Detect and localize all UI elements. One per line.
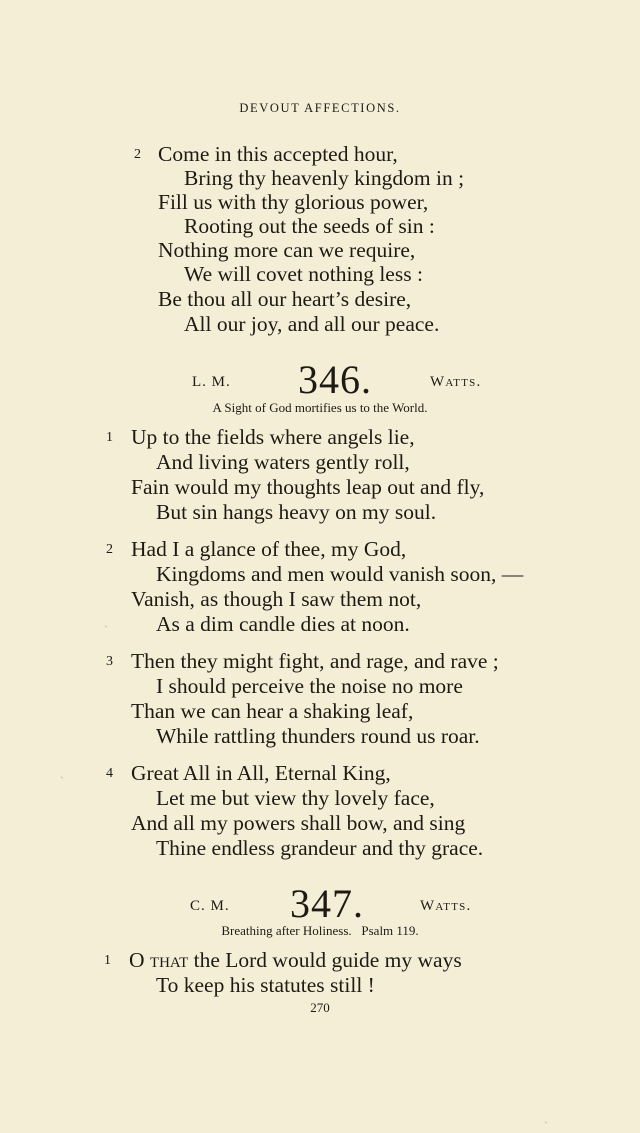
verse-line: Let me but view thy lovely face, (156, 786, 435, 810)
verse-line: And living waters gently roll, (156, 450, 410, 474)
hymn-header (0, 881, 640, 926)
verse-line: To keep his statutes still ! (156, 973, 375, 997)
verse-line: As a dim candle dies at noon. (156, 612, 410, 636)
verse-line: Fill us with thy glorious power, (158, 190, 429, 214)
verse-line: Than we can hear a shaking leaf, (131, 699, 414, 723)
paper-speck: ˎ (544, 1110, 548, 1124)
stanza-number: 1 (106, 430, 113, 445)
verse-line: Then they might fight, and rage, and rave ; (131, 649, 499, 673)
stanza-number: 2 (134, 147, 141, 162)
verse-line: Great All in All, Eternal King, (131, 761, 391, 785)
verse-line: Be thou all our heart’s desire, (158, 287, 412, 311)
verse-line: Had I a glance of thee, my God, (131, 537, 407, 561)
verse-line: Fain would my thoughts leap out and fly, (131, 475, 485, 499)
verse-line: Thine endless grandeur and thy grace. (156, 836, 484, 860)
stanza-number: 3 (106, 654, 113, 669)
verse-line: Kingdoms and men would vanish soon, — (156, 562, 524, 586)
page-number: 270 (310, 1000, 330, 1015)
hymn-meter: C. M. (190, 898, 230, 914)
verse-line: Up to the fields where angels lie, (131, 425, 415, 449)
hymn-author: Watts. (430, 374, 482, 390)
paper-speck: ˏ (60, 765, 64, 779)
hymn-author: Watts. (420, 898, 472, 914)
verse-line: Come in this accepted hour, (158, 142, 398, 166)
verse-line: Rooting out the seeds of sin : (184, 214, 435, 238)
running-head: DEVOUT AFFECTIONS. (239, 101, 401, 115)
hymn-number: 346. (298, 357, 372, 402)
verse-line: Nothing more can we require, (158, 238, 416, 262)
verse-line: We will covet nothing less : (184, 262, 423, 286)
verse-line: Vanish, as though I saw them not, (131, 587, 422, 611)
hymn-subtitle: Breathing after Holiness. Psalm 119. (221, 923, 419, 938)
verse-line: But sin hangs heavy on my soul. (156, 500, 437, 524)
verse-line: I should perceive the noise no more (156, 674, 463, 698)
stanza-number: 2 (106, 542, 113, 557)
hymn-number: 347. (290, 881, 364, 926)
verse-line: And all my powers shall bow, and sing (131, 811, 466, 835)
hymn-meter: L. M. (192, 374, 231, 390)
verse-line: All our joy, and all our peace. (184, 312, 440, 336)
stanza-number: 1 (104, 953, 111, 968)
stanza-number: 4 (106, 766, 113, 781)
hymn-header (0, 357, 640, 402)
hymn-subtitle: A Sight of God mortifies us to the World. (212, 400, 428, 415)
verse-line: O that the Lord would guide my ways (129, 948, 462, 972)
verse-line: While rattling thunders round us roar. (156, 724, 480, 748)
paper-speck: ˎ (104, 614, 108, 628)
verse-line: Bring thy heavenly kingdom in ; (184, 166, 465, 190)
